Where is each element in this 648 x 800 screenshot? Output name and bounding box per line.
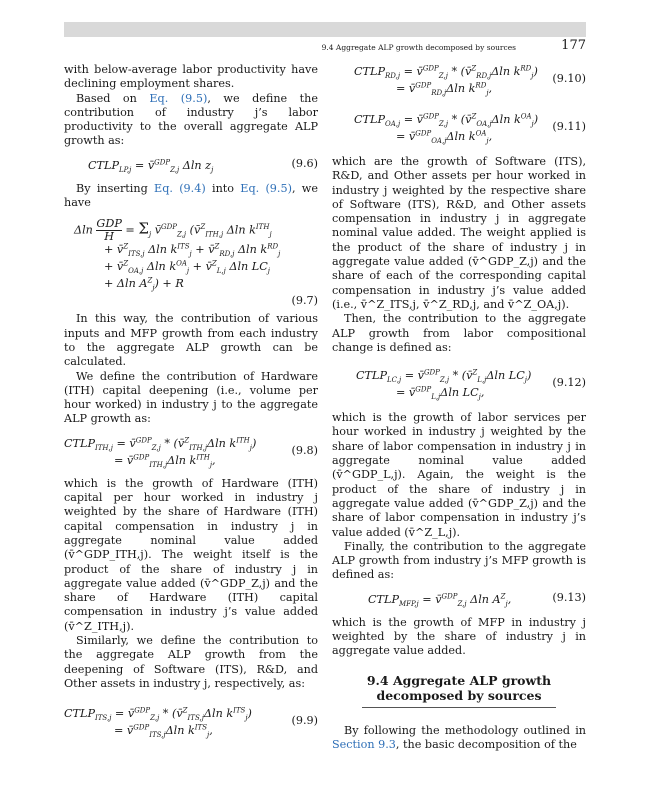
paragraph: By inserting Eq. (9.4) into Eq. (9.5), we have — [64, 181, 318, 210]
equation-9-6: $CTLP_{LP,j}$ = v̄$^{GDP}_{Z,j}$ Δln $z_j$ (9.6) — [88, 156, 318, 175]
paragraph: We define the contribution of Hardware (ITH) capital deepening (i.e., volume per hour worked) in industry j to the aggregate ALP growth as: — [64, 369, 318, 426]
equation-9-7: Δln GDP H = $\Sigma_j$ v̄$^{GDP}_{Z,j}$ (v̄$^Z_{ITH,j}$ Δln $k^{ITH}_j$ + v̄$^Z_{ITS,j}$ Δln $k^{ITS}_j$ + v̄$^Z_{RD,j}$ Δln $k^{RD}_j$ + v̄$^Z_{OA,j}$ Δln $k^{OA}_j$ + v̄$^Z_{L,j}$ Δln $LC_j$ + Δln $A^Z_j) + R$ (9.7) — [74, 217, 318, 308]
section-rule — [362, 707, 556, 708]
paragraph: Based on Eq. (9.5), we define the contribution of industry j’s labor productivity to the overall aggregate ALP growth as: — [64, 91, 318, 148]
right-column — [332, 63, 586, 752]
equation-9-11: $CTLP_{OA,j}$ = v̄$^{GDP}_{Z,j}$ * (v̄$^Z_{OA,j}$Δln $k^{OA}_j$) = v̄$^{GDP}_{OA,j}$Δln $k^{OA}_j$, (9.11) — [354, 112, 586, 146]
paragraph: with below-average labor productivity have declining employment shares. — [64, 63, 318, 91]
equation-number: (9.12) — [552, 376, 586, 390]
section-heading: 9.4 Aggregate ALP growth decomposed by sources — [366, 672, 552, 703]
left-column — [64, 63, 318, 747]
header-bar — [64, 22, 586, 37]
paragraph: which is the growth of Hardware (ITH) capital per hour worked in industry j weighted by the share of Hardware (ITH) capital compensation in industry j in aggregate nominal value added (v̄^GDP_ITH,j). The weight itself is the product of the share of industry j in aggregate value added (v̄^GDP_Z,j) and the share of Hardware (ITH) capital compensation in industry j’s value added (v̄^Z_ITH,j). — [64, 476, 318, 633]
running-head — [64, 38, 586, 56]
paragraph: which is the growth of MFP in industry j weighted by the share of industry j in aggregate value added. — [332, 615, 586, 658]
equation-number: (9.6) — [291, 156, 318, 170]
paragraph: In this way, the contribution of various inputs and MFP growth from each industry to the aggregate ALP growth can be calculated. — [64, 312, 318, 369]
equation-number: (9.10) — [552, 72, 586, 85]
equation-number: (9.13) — [552, 590, 586, 604]
equation-number: (9.7) — [291, 294, 318, 308]
equation-9-8: $CTLP_{ITH,j}$ = v̄$^{GDP}_{Z,j}$ * (v̄$^Z_{ITH,j}$Δln $k^{ITH}_j$) = v̄$^{GDP}_{ITH,j}$Δln $k^{ITH}_j$, (9.8) — [64, 436, 318, 469]
equation-9-9: $CTLP_{ITS,j}$ = v̄$^{GDP}_{Z,j}$ * (v̄$^Z_{ITS,j}$Δln $k^{ITS}_j$) = v̄$^{GDP}_{ITS,j}$Δln $k^{ITS}_j$, (9.9) — [64, 706, 318, 740]
equation-number: (9.11) — [552, 120, 586, 133]
paragraph: Similarly, we define the contribution to the aggregate ALP growth from the deepening of Software (ITS), R&D, and Other assets in industry j, respectively, as: — [64, 634, 318, 690]
equation-link[interactable]: Eq. (9.5) — [240, 181, 292, 195]
paragraph: which are the growth of Software (ITS), R&D, and Other assets per hour worked in industry j weighted by the respective share of Software (ITS), R&D, and Other assets compensation in industry j in aggregate nominal value added. The weight applied is the product of the share of industry j in aggregate value added (v̄^GDP_Z,j) and the share of each of the corresponding capital compensation in industry j’s value added (i.e., v̄^Z_ITS,j, v̄^Z_RD,j, and v̄^Z_OA,j). — [332, 155, 586, 311]
equation-9-13: $CTLP_{MFP,j}$ = v̄$^{GDP}_{Z,j}$ Δln $A^Z_j$, (9.13) — [368, 590, 586, 608]
equation-9-10: $CTLP_{RD,j}$ = v̄$^{GDP}_{Z,j}$ * (v̄$^Z_{RD,j}$Δln $k^{RD}_j$) = v̄$^{GDP}_{RD,j}$Δln $k^{RD}_j$, (9.10) — [354, 64, 586, 98]
running-title: 9.4 Aggregate ALP growth decomposed by sources — [321, 43, 516, 52]
page-number: 177 — [561, 38, 586, 53]
equation-number: (9.8) — [291, 443, 318, 457]
equation-link[interactable]: Eq. (9.5) — [149, 91, 208, 105]
paragraph: By following the methodology outlined in Section 9.3, the basic decomposition of the — [332, 723, 586, 751]
equation-number: (9.9) — [291, 714, 318, 728]
paragraph: which is the growth of labor services per hour worked in industry j weighted by the share of labor compensation in industry j in aggregate nominal value added (v̄^GDP_L,j). Again, the weight is the product of the share of industry j in aggregate value added (v̄^GDP_Z,j) and the share of labor compensation in industry j’s value added (v̄^Z_L,j). — [332, 411, 586, 539]
paragraph: Then, the contribution to the aggregate ALP growth from labor compositional change is defined as: — [332, 312, 586, 354]
equation-link[interactable]: Eq. (9.4) — [154, 181, 206, 195]
equation-9-12: $CTLP_{LC,j}$ = v̄$^{GDP}_{Z,j}$ * (v̄$^Z_{L,j}$Δln $LC_j$) = v̄$^{GDP}_{L,j}$Δln $LC_j$, (9.12) — [356, 368, 586, 402]
section-link[interactable]: Section 9.3 — [332, 737, 396, 751]
paragraph: Finally, the contribution to the aggregate ALP growth from industry j’s MFP growth is defined as: — [332, 539, 586, 582]
